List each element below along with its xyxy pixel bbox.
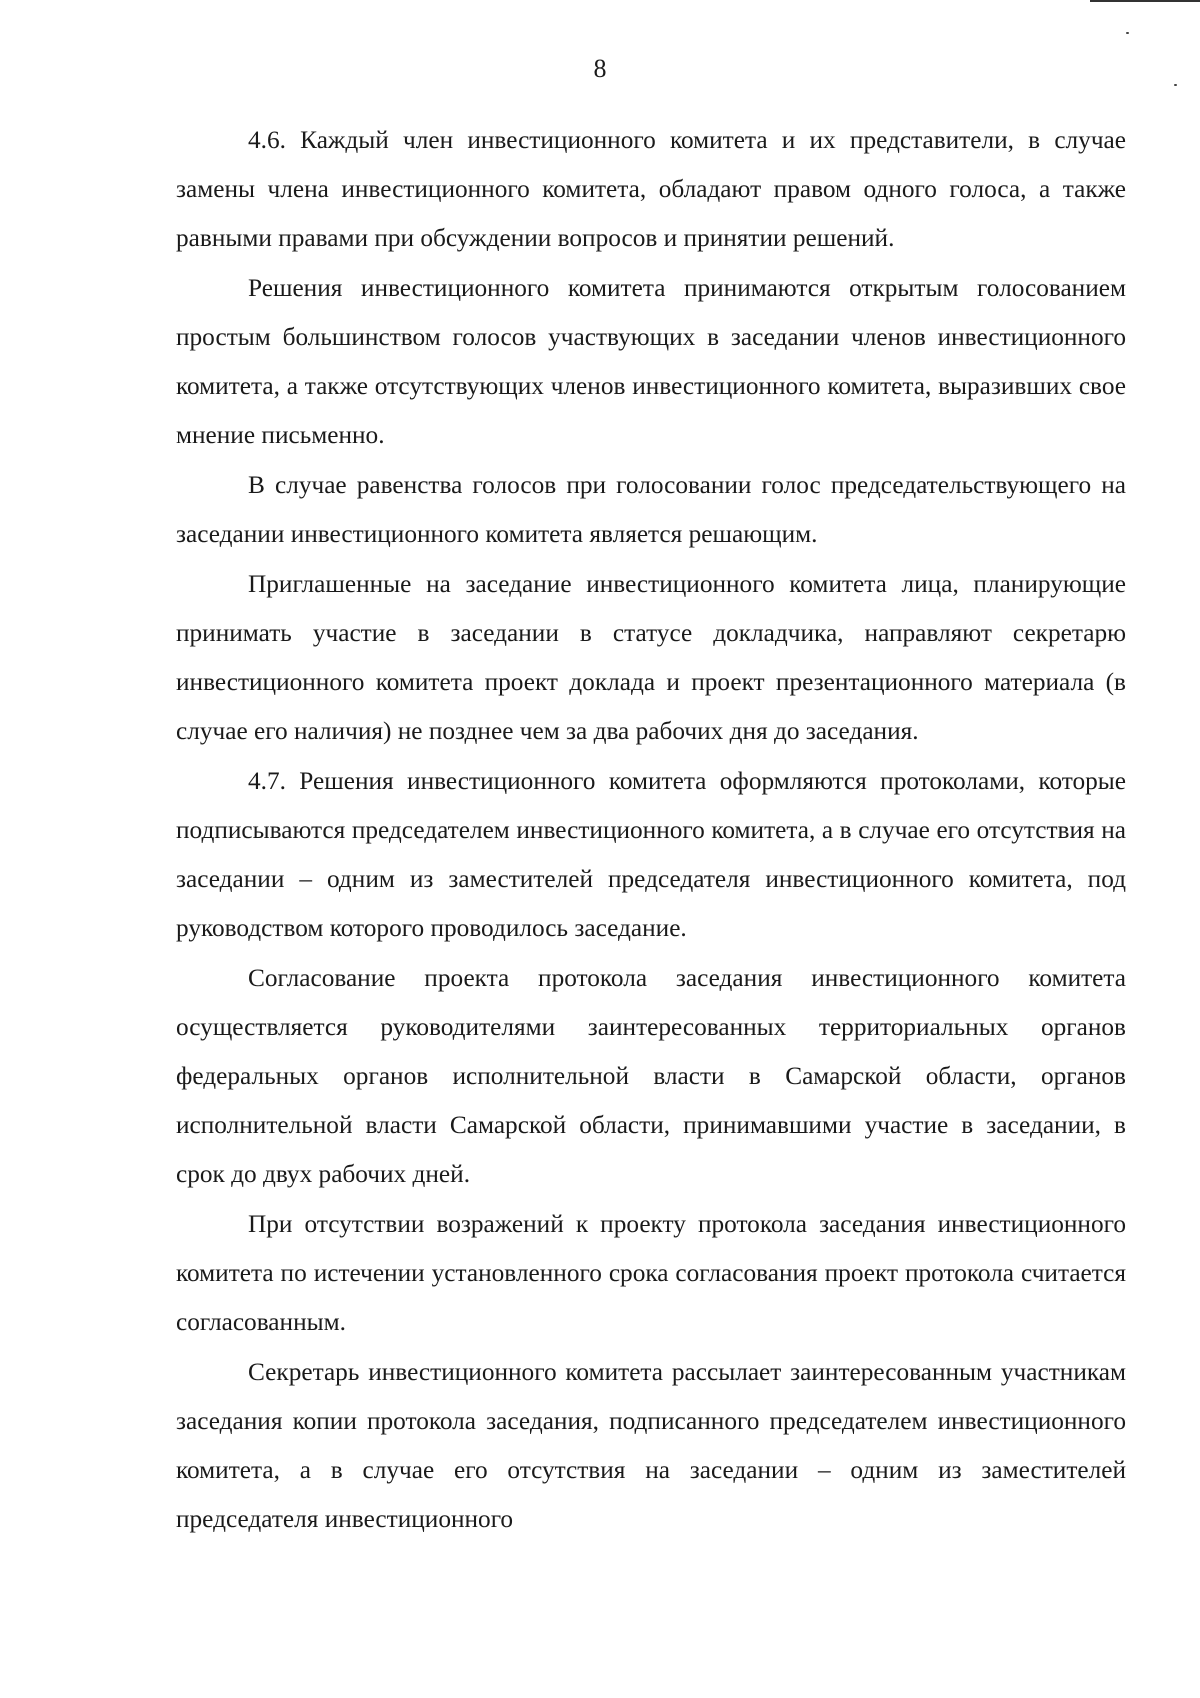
paragraph-protocol-approval: Согласование проекта протокола заседания инвестиционного комитета осуществляется руководителями заинтересованных территориальных органов федеральных органов исполнительной власти в Самарской области, органов исполнительной власти Самарской области, принимавшими участие в заседании, в срок до двух рабочих дней. xyxy=(176,964,1126,1188)
top-edge-rule xyxy=(1090,0,1200,2)
scan-speck xyxy=(1174,84,1177,86)
document-body xyxy=(176,116,1126,1544)
scan-speck xyxy=(1126,32,1129,34)
page-number: 8 xyxy=(593,54,607,83)
paragraph-voting-rules: Решения инвестиционного комитета принимаются открытым голосованием простым большинством голосов участвующих в заседании членов инвестиционного комитета, а также отсутствующих членов инвестиционного комитета, выразивших свое мнение письменно. xyxy=(176,274,1126,449)
paragraph-4-7: 4.7. Решения инвестиционного комитета оформляются протоколами, которые подписываются председателем инвестиционного комитета, а в случае его отсутствия на заседании – одним из заместителей председателя инвестиционного комитета, под руководством которого проводилось заседание. xyxy=(176,767,1126,942)
paragraph-tie-vote: В случае равенства голосов при голосовании голос председательствующего на заседании инвестиционного комитета является решающим. xyxy=(176,471,1126,548)
paragraph-distribution: Секретарь инвестиционного комитета рассылает заинтересованным участникам заседания копии протокола заседания, подписанного председателем инвестиционного комитета, а в случае его отсутствия на заседании – одним из заместителей председателя инвестиционного xyxy=(176,1358,1126,1533)
paragraph-invited-speakers: Приглашенные на заседание инвестиционного комитета лица, планирующие принимать участие в заседании в статусе докладчика, направляют секретарю инвестиционного комитета проект доклада и проект презентационного материала (в случае его наличия) не позднее чем за два рабочих дня до заседания. xyxy=(176,570,1126,745)
paragraph-4-6: 4.6. Каждый член инвестиционного комитета и их представители, в случае замены члена инвестиционного комитета, обладают правом одного голоса, а также равными правами при обсуждении вопросов и принятии решений. xyxy=(176,126,1126,252)
paragraph-no-objections: При отсутствии возражений к проекту протокола заседания инвестиционного комитета по истечении установленного срока согласования проект протокола считается согласованным. xyxy=(176,1210,1126,1336)
